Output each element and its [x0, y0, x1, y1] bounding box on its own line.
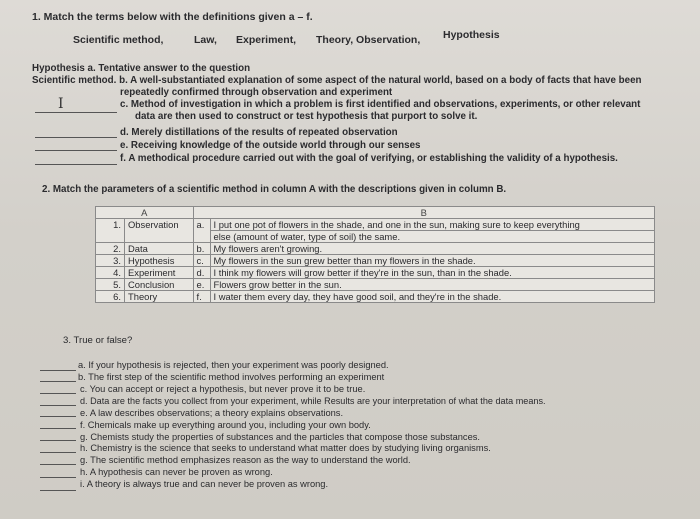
column-a-term: Conclusion [125, 279, 194, 291]
definition-e: e. Receiving knowledge of the outside world through our senses [120, 140, 421, 151]
tf-item-g: g. Chemists study the properties of substances and the particles that compose those substances. [80, 432, 480, 442]
term-scientific-method: Scientific method, [73, 34, 164, 46]
term-hypothesis: Hypothesis [443, 29, 500, 41]
row-letter: b. [193, 243, 210, 255]
table-row [96, 279, 655, 291]
answer-blank-3f[interactable] [40, 428, 76, 429]
definition-d: d. Merely distillations of the results of repeated observation [120, 127, 398, 138]
table-row [96, 291, 655, 303]
row-number: 5. [96, 279, 125, 291]
column-a-term: Observation [125, 219, 194, 243]
handwritten-answer: I [58, 96, 64, 112]
definition-a: Hypothesis a. Tentative answer to the question [32, 63, 251, 74]
column-b-description: My flowers aren't growing. [210, 243, 655, 255]
tf-item-h: h. Chemistry is the science that seeks to understand what matter does by studying living organisms. [80, 443, 491, 453]
column-a-term: Hypothesis [125, 255, 194, 267]
table-row [96, 243, 655, 255]
row-number: 6. [96, 291, 125, 303]
row-letter: c. [193, 255, 210, 267]
term-theory-observation: Theory, Observation, [316, 34, 421, 46]
answer-blank-3b[interactable] [40, 381, 76, 382]
table-row [96, 219, 655, 231]
term-experiment: Experiment, [236, 34, 297, 46]
row-letter: d. [193, 267, 210, 279]
answer-blank-d[interactable] [35, 137, 117, 138]
tf-item-g2: g. The scientific method emphasizes reason as the way to understand the world. [80, 455, 411, 465]
column-b-description: I put one pot of flowers in the shade, and one in the sun, making sure to keep everything [210, 219, 655, 231]
row-number: 2. [96, 243, 125, 255]
column-a-header: A [96, 207, 194, 219]
definition-c: c. Method of investigation in which a problem is first identified and observations, experiments, or other relevant [120, 99, 641, 110]
answer-blank-e[interactable] [35, 150, 117, 151]
tf-item-c: c. You can accept or reject a hypothesis, but never prove it to be true. [80, 384, 366, 394]
column-a-term: Experiment [125, 267, 194, 279]
column-a-term: Theory [125, 291, 194, 303]
column-b-description: I think my flowers will grow better if they're in the sun, than in the shade. [210, 267, 655, 279]
row-letter: f. [193, 291, 210, 303]
term-law: Law, [194, 34, 217, 46]
answer-blank-3c[interactable] [40, 393, 76, 394]
q3-heading: 3. True or false? [63, 335, 133, 346]
row-letter: a. [193, 219, 210, 243]
column-b-description-continued: else (amount of water, type of soil) the same. [210, 231, 655, 243]
definition-c-continued: data are then used to construct or test hypothesis that purport to solve it. [135, 111, 478, 122]
column-b-header: B [193, 207, 655, 219]
q1-heading: 1. Match the terms below with the definitions given a – f. [32, 11, 313, 23]
tf-item-f: f. Chemicals make up everything around you, including your own body. [80, 420, 371, 430]
answer-blank-3h[interactable] [40, 452, 76, 453]
answer-blank-3d[interactable] [40, 405, 76, 406]
answer-blank-c[interactable] [35, 112, 117, 113]
answer-blank-3j[interactable] [40, 477, 76, 478]
row-letter: e. [193, 279, 210, 291]
answer-blank-3e[interactable] [40, 416, 76, 417]
column-b-description: Flowers grow better in the sun. [210, 279, 655, 291]
tf-item-a: a. If your hypothesis is rejected, then your experiment was poorly designed. [78, 360, 389, 370]
tf-item-b: b. The first step of the scientific method involves performing an experiment [78, 372, 385, 382]
q2-heading: 2. Match the parameters of a scientific method in column A with the descriptions given in column B. [42, 184, 507, 195]
tf-item-d: d. Data are the facts you collect from your experiment, while Results are your interpretation of what the data means. [80, 396, 546, 406]
answer-blank-3k[interactable] [40, 490, 76, 491]
tf-item-h2: h. A hypothesis can never be proven as wrong. [80, 467, 273, 477]
row-number: 4. [96, 267, 125, 279]
definition-b: Scientific method. b. A well-substantiated explanation of some aspect of the natural world, based on a body of facts that have been [32, 75, 642, 86]
row-number: 3. [96, 255, 125, 267]
answer-blank-3g[interactable] [40, 440, 76, 441]
answer-blank-3a[interactable] [40, 370, 76, 371]
definition-b-continued: repeatedly confirmed through observation and experiment [120, 87, 393, 98]
table-row [96, 255, 655, 267]
answer-blank-f[interactable] [35, 164, 117, 165]
row-number: 1. [96, 219, 125, 243]
table-row [96, 267, 655, 279]
matching-table [95, 206, 655, 303]
tf-item-i: i. A theory is always true and can never be proven as wrong. [80, 479, 329, 489]
column-b-description: My flowers in the sun grew better than my flowers in the shade. [210, 255, 655, 267]
answer-blank-3i[interactable] [40, 464, 76, 465]
column-a-term: Data [125, 243, 194, 255]
table-header-row [96, 207, 655, 219]
definition-f: f. A methodical procedure carried out with the goal of verifying, or establishing the validity of a hypothesis. [120, 153, 618, 164]
tf-item-e: e. A law describes observations; a theory explains observations. [80, 408, 344, 418]
column-b-description: I water them every day, they have good soil, and they're in the shade. [210, 291, 655, 303]
